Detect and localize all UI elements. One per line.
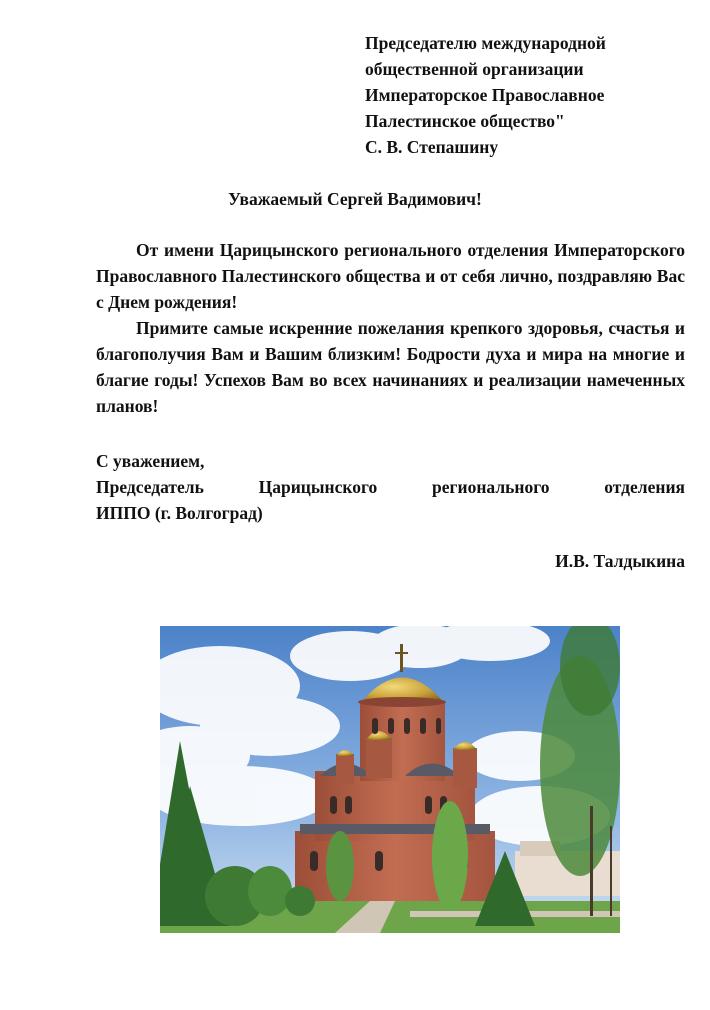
addressee-line: Палестинское общество" — [365, 111, 565, 131]
letter-body — [96, 237, 685, 419]
greeting: Уважаемый Сергей Вадимович! — [228, 189, 482, 209]
paragraph: Примите самые искренние пожелания крепкого здоровья, счастья и благополучия Вам и Вашим близким! Бодрости духа и мира на многие и благие годы! Успехов Вам во всех начинаниях и реализации намеченных планов! — [96, 318, 685, 416]
closing: С уважением, — [96, 451, 205, 471]
cathedral-photo — [160, 626, 620, 933]
addressee-line: Императорское Православное — [365, 85, 605, 105]
addressee-line: Председателю международной — [365, 33, 606, 53]
signer-name: И.В. Талдыкина — [555, 551, 685, 571]
signer-position: Председатель Царицынского регионального отделения — [96, 477, 685, 497]
signature-block — [96, 448, 685, 526]
paragraph: От имени Царицынского регионального отделения Императорского Православного Палестинского общества и от себя лично, поздравляю Вас с Днем рождения! — [96, 240, 685, 312]
addressee-block — [365, 30, 685, 160]
addressee-line: общественной организации — [365, 59, 584, 79]
addressee-name: С. В. Степашину — [365, 137, 499, 157]
signer-position-cont: ИППО (г. Волгоград) — [96, 503, 263, 523]
